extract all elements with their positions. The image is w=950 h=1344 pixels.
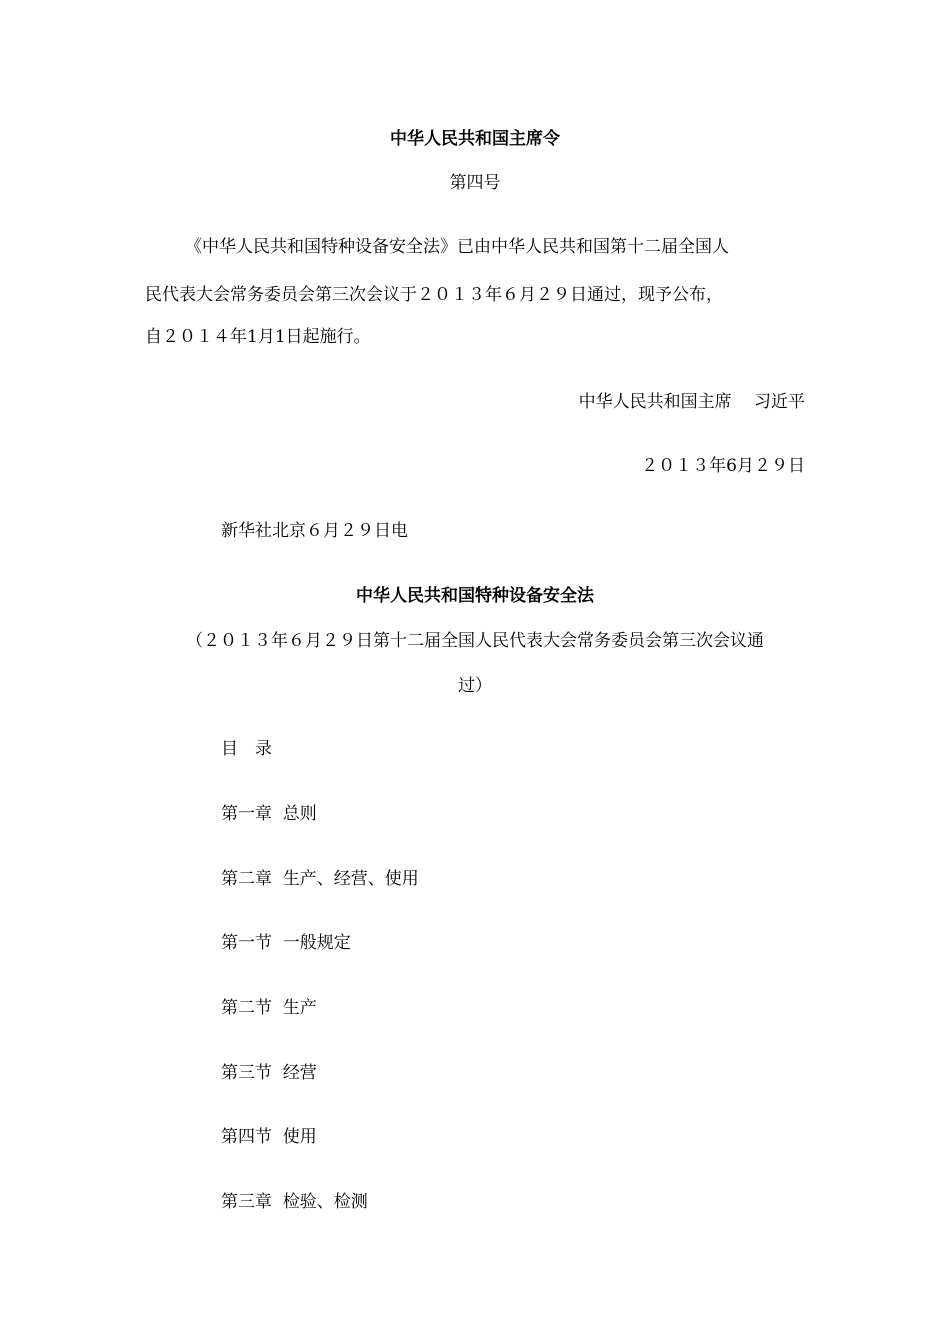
law-adoption-line: 过） [458, 676, 492, 696]
toc-item: 第二章 生产、经营、使用 [221, 869, 419, 889]
toc-item: 第一节 一般规定 [221, 933, 351, 953]
law-title: 中华人民共和国特种设备安全法 [356, 586, 594, 606]
paragraph-line: 自２０１４年1月1日起施行。 [145, 327, 371, 347]
toc-item: 第四节 使用 [221, 1127, 317, 1147]
toc-item: 第三章 检验、检测 [221, 1192, 368, 1212]
toc-heading: 目 录 [221, 739, 272, 759]
paragraph-line: 《中华人民共和国特种设备安全法》已由中华人民共和国第十二届全国人 [185, 237, 729, 257]
toc-item: 第一章 总则 [221, 804, 317, 824]
order-date: ２０１３年6月２９日 [641, 456, 805, 476]
order-number: 第四号 [449, 173, 501, 193]
paragraph-line: 民代表大会常务委员会第三次会议于２０１３年６月２９日通过，现予公布， [145, 285, 723, 305]
order-title: 中华人民共和国主席令 [390, 129, 560, 149]
toc-item: 第二节 生产 [221, 998, 317, 1018]
news-dateline: 新华社北京６月２９日电 [221, 521, 408, 541]
toc-item: 第三节 经营 [221, 1063, 317, 1083]
order-signature: 中华人民共和国主席 习近平 [578, 392, 805, 412]
law-adoption-line: （２０１３年６月２９日第十二届全国人民代表大会常务委员会第三次会议通 [186, 631, 764, 651]
